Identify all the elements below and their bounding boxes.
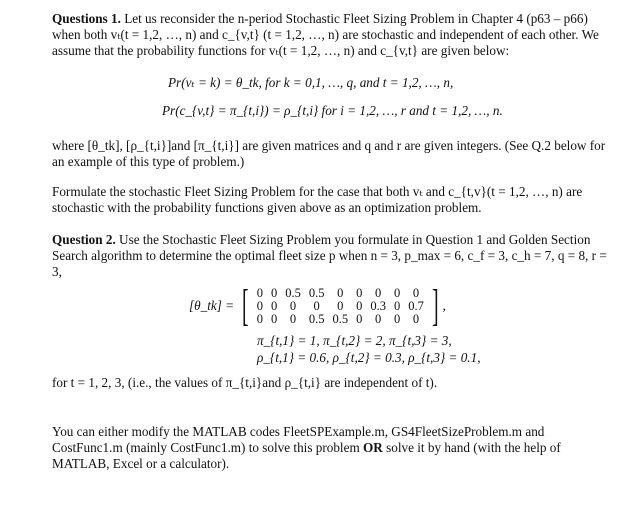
equation-c: Pr(c_{v,t} = π_{t,i}) = ρ_{t,i} for i = 1,2, …, r and t = 1,2, …, n. [162, 103, 503, 118]
matrix-row [253, 287, 428, 300]
matrix-label: [θ_tk] = [189, 298, 235, 313]
modify-or: OR [363, 440, 383, 455]
question-1 [52, 11, 616, 59]
matrix-cell: 0 [375, 285, 382, 300]
matrix-cell: 0 [375, 311, 382, 326]
matrix-cell: 0.7 [408, 298, 424, 313]
matrix-row [253, 300, 428, 313]
matrix-cell: 0 [393, 285, 401, 300]
question-2 [52, 232, 616, 280]
matrix-cell: 0.5 [332, 311, 349, 326]
left-bracket: [ [242, 281, 249, 330]
matrix-cell: 0 [337, 298, 344, 313]
matrix-cell: 0 [313, 298, 320, 313]
matrix-cell: 0 [289, 311, 297, 326]
matrix-cell: 0 [337, 285, 344, 300]
matrix-cell: 0 [356, 311, 363, 326]
rho-values: ρ_{t,1} = 0.6, ρ_{t,2} = 0.3, ρ_{t,3} = 0.1, [257, 350, 481, 365]
modify-before: You can either modify the MATLAB codes FleetSPExample.m, GS4FleetSizeProblem.m and CostFunc1.m (mainly CostFunc1.m) to solve this problem [52, 424, 545, 455]
theta-matrix [52, 281, 616, 330]
where-paragraph: where [θ_tk], [ρ_{t,i}]and [π_{t,i}] are given matrices and q and r are given integers. (See Q.2 below for an example of this type of problem.) [52, 138, 606, 169]
pi-rho-values [52, 332, 616, 366]
probability-equations [52, 69, 616, 125]
matrix-cell: 0 [256, 298, 263, 313]
matrix-cell: 0 [356, 298, 363, 313]
matrix-cell: 0 [356, 285, 363, 300]
matrix-cell: 0 [270, 285, 278, 300]
matrix-cell: 0 [393, 298, 401, 313]
matrix-cell: 0.5 [308, 311, 325, 326]
modify-paragraph [52, 424, 616, 472]
question-1-text: Let us reconsider the n-period Stochastic Fleet Sizing Problem in Chapter 4 (p63 – p66) when both vₜ(t = 1,2, …, n) and c_{v,t} (t = 1,2, …, n) are stochastic and independent of each other. We assume that the probability functions for vₜ(t = 1,2, …, n) and c_{v,t} are given below: [52, 11, 599, 58]
matrix-cell: 0 [256, 311, 263, 326]
equation-v: Pr(vₜ = k) = θ_tk, for k = 0,1, …, q, and t = 1,2, …, n, [168, 75, 454, 90]
matrix-row [253, 313, 428, 326]
formulate-paragraph: Formulate the stochastic Fleet Sizing Problem for the case that both vₜ and c_{t,v}(t = 1,2, …, n) are stochastic with the probability functions given above as an optimization problem. [52, 184, 583, 215]
question-2-label: Question 2. [52, 232, 116, 247]
matrix-cell: 0.5 [308, 285, 325, 300]
matrix-cell: 0 [289, 298, 297, 313]
question-2-text: Use the Stochastic Fleet Sizing Problem you formulate in Question 1 and Golden Section Search algorithm to determine the optimal fleet size p when n = 3, p_max = 6, c_f = 3, c_h = 7, q = 8, r = 3, [52, 232, 607, 279]
matrix-table [253, 287, 428, 326]
matrix-cell: 0.5 [285, 285, 301, 300]
matrix-trailing: , [442, 298, 446, 313]
matrix-cell: 0 [412, 311, 420, 326]
question-1-label: Questions 1. [52, 11, 121, 26]
right-bracket: ] [431, 281, 439, 330]
matrix-cell: 0 [256, 285, 263, 300]
pi-values: π_{t,1} = 1, π_{t,2} = 2, π_{t,3} = 3, [257, 333, 452, 348]
matrix-cell: 0 [393, 311, 401, 326]
for-t-paragraph: for t = 1, 2, 3, (i.e., the values of π_{t,i}and ρ_{t,i} are independent of t). [52, 375, 438, 390]
matrix-cell: 0 [270, 298, 278, 313]
matrix-cell: 0 [412, 285, 420, 300]
matrix-cell: 0.3 [370, 298, 386, 313]
matrix-cell: 0 [270, 311, 278, 326]
modify-after: solve it by hand (with the help of MATLAB, Excel or a calculator). [52, 440, 561, 471]
